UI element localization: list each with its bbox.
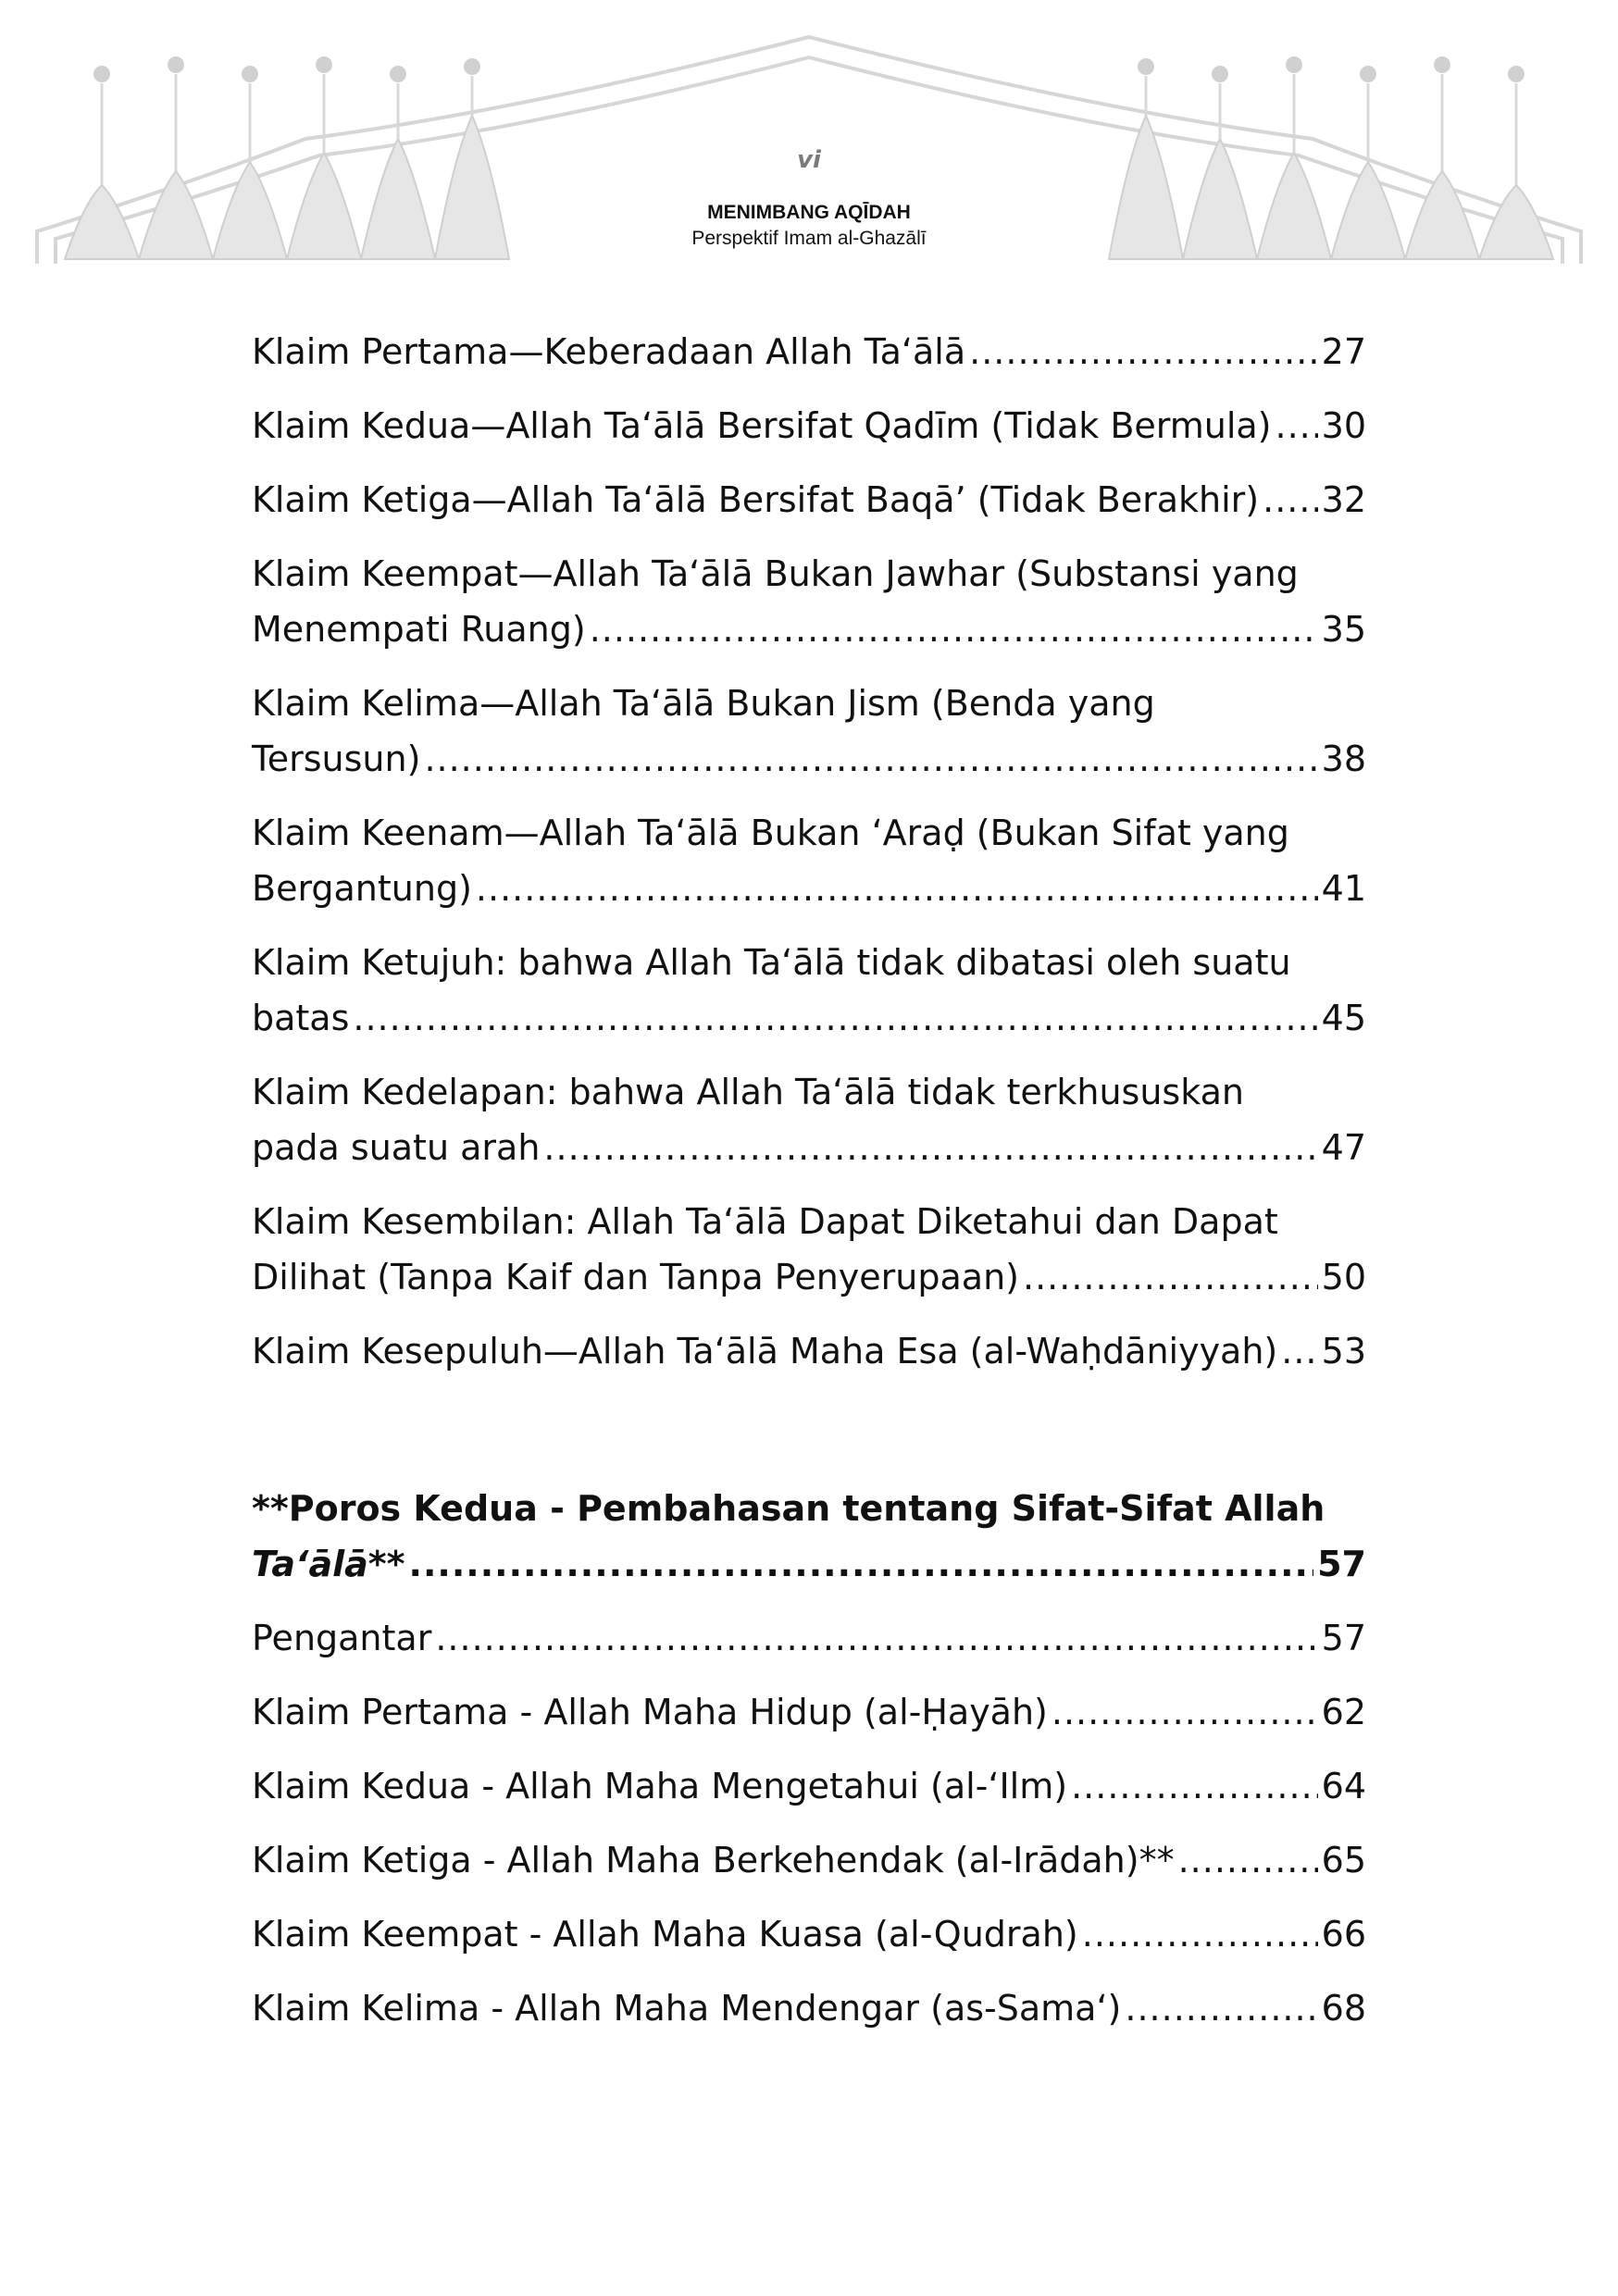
- toc-page-number: 62: [1321, 1692, 1366, 1732]
- toc-page-number: 64: [1321, 1766, 1366, 1806]
- toc-entry[interactable]: [252, 472, 1366, 527]
- dot-leader: [969, 324, 1318, 379]
- dot-leader: [1281, 1323, 1317, 1379]
- dot-leader: [543, 1120, 1317, 1175]
- table-of-contents: [252, 324, 1366, 2054]
- toc-entry-line2: Klaim Kelima - Allah Maha Mendengar (as-Sama‘): [252, 1988, 1122, 2029]
- toc-entry-line1: Klaim Keempat—Allah Taʻālā Bukan Jawhar (Substansi yang: [252, 553, 1299, 594]
- toc-page-number: 41: [1321, 868, 1366, 909]
- toc-entry[interactable]: [252, 1980, 1366, 2036]
- toc-entry-line2: Klaim Ketiga - Allah Maha Berkehendak (al-Irādah)**: [252, 1840, 1175, 1880]
- toc-entry-line2: Klaim Kedua - Allah Maha Mengetahui (al-‘Ilm): [252, 1766, 1068, 1806]
- toc-entry[interactable]: [252, 546, 1366, 657]
- dot-leader: [1071, 1758, 1318, 1814]
- toc-entry-line1: Klaim Kedelapan: bahwa Allah Taʻālā tidak terkhususkan: [252, 1072, 1244, 1112]
- dot-leader: [476, 861, 1318, 916]
- toc-entry-line2: Klaim Kedua—Allah Taʻālā Bersifat Qadīm (Tidak Bermula): [252, 405, 1272, 446]
- toc-entry[interactable]: [252, 1684, 1366, 1740]
- toc-entry-line2: Pengantar: [252, 1618, 432, 1658]
- toc-page-number: 57: [1321, 1618, 1366, 1658]
- toc-entry[interactable]: [252, 1906, 1366, 1962]
- book-title: MENIMBANG AQĪDAH: [707, 202, 911, 223]
- dot-leader: [1023, 1249, 1318, 1305]
- toc-entry[interactable]: [252, 1832, 1366, 1888]
- toc-page-number: 65: [1321, 1840, 1366, 1880]
- toc-page-number: 50: [1321, 1257, 1366, 1297]
- toc-page-number: 45: [1321, 998, 1366, 1038]
- toc-entry-line1: Klaim Kesembilan: Allah Taʻālā Dapat Diketahui dan Dapat: [252, 1201, 1278, 1242]
- toc-entry[interactable]: [252, 324, 1366, 379]
- dot-leader: [1263, 472, 1318, 527]
- toc-page-number: 35: [1321, 609, 1366, 650]
- dot-leader: [1052, 1684, 1318, 1740]
- toc-page-number: 53: [1321, 1331, 1366, 1371]
- toc-entry-line2: Menempati Ruang): [252, 609, 586, 650]
- toc-entry-line2: Bergantung): [252, 868, 472, 909]
- dot-leader: [1178, 1832, 1318, 1888]
- dot-leader: [424, 731, 1317, 787]
- toc-entry[interactable]: [252, 805, 1366, 916]
- dot-leader: [1276, 398, 1318, 453]
- toc-entry[interactable]: [252, 1194, 1366, 1305]
- toc-entry-line2: Klaim Kesepuluh—Allah Taʻālā Maha Esa (al-Waḥdāniyyah): [252, 1331, 1278, 1371]
- toc-page-number: 68: [1321, 1988, 1366, 2029]
- toc-entry[interactable]: [252, 1610, 1366, 1666]
- toc-entry-line2: Dilihat (Tanpa Kaif dan Tanpa Penyerupaan): [252, 1257, 1019, 1297]
- toc-entry-line2: pada suatu arah: [252, 1127, 541, 1168]
- toc-page-number: 47: [1321, 1127, 1366, 1168]
- toc-section-heading[interactable]: [252, 1481, 1366, 1592]
- toc-entry-line2: batas: [252, 998, 350, 1038]
- toc-entry[interactable]: [252, 676, 1366, 787]
- toc-entry-line1: **Poros Kedua - Pembahasan tentang Sifat-Sifat Allah: [252, 1488, 1326, 1529]
- toc-page-number: 66: [1321, 1914, 1366, 1955]
- toc-entry[interactable]: [252, 1064, 1366, 1175]
- toc-entry-line1: Klaim Keenam—Allah Taʻālā Bukan ‘Araḍ (Bukan Sifat yang: [252, 813, 1289, 853]
- dot-leader: [1125, 1980, 1317, 2036]
- toc-entry-line1: Klaim Kelima—Allah Taʻālā Bukan Jism (Benda yang: [252, 683, 1155, 724]
- toc-page-number: 38: [1321, 738, 1366, 779]
- toc-entry[interactable]: [252, 398, 1366, 453]
- toc-entry-line1: Klaim Ketujuh: bahwa Allah Taʻālā tidak dibatasi oleh suatu: [252, 942, 1291, 983]
- dot-leader: [353, 990, 1317, 1046]
- toc-entry[interactable]: [252, 1323, 1366, 1379]
- toc-entry[interactable]: [252, 1758, 1366, 1814]
- toc-page-number: 27: [1321, 331, 1366, 372]
- toc-entry-line2: Klaim Pertama—Keberadaan Allah Taʻālā: [252, 331, 966, 372]
- toc-entry-line2: Klaim Pertama - Allah Maha Hidup (al-Ḥayāh): [252, 1692, 1048, 1732]
- toc-entry[interactable]: [252, 935, 1366, 1046]
- page-number: vi: [797, 146, 821, 174]
- dot-leader: [590, 602, 1318, 657]
- dot-leader: [435, 1610, 1317, 1666]
- toc-page-number: 32: [1321, 479, 1366, 520]
- toc-entry-line2: Klaim Ketiga—Allah Taʻālā Bersifat Baqā’ (Tidak Berakhir): [252, 479, 1260, 520]
- toc-page-number: 30: [1321, 405, 1366, 446]
- toc-page-number: 57: [1317, 1544, 1366, 1584]
- book-subtitle: Perspektif Imam al-Ghazālī: [691, 228, 927, 249]
- dot-leader: [409, 1536, 1314, 1592]
- toc-entry-line2: Taʻālā**: [252, 1544, 405, 1584]
- toc-entry-line2: Tersusun): [252, 738, 421, 779]
- dot-leader: [1082, 1906, 1318, 1962]
- toc-entry-line2: Klaim Keempat - Allah Maha Kuasa (al-Qudrah): [252, 1914, 1078, 1955]
